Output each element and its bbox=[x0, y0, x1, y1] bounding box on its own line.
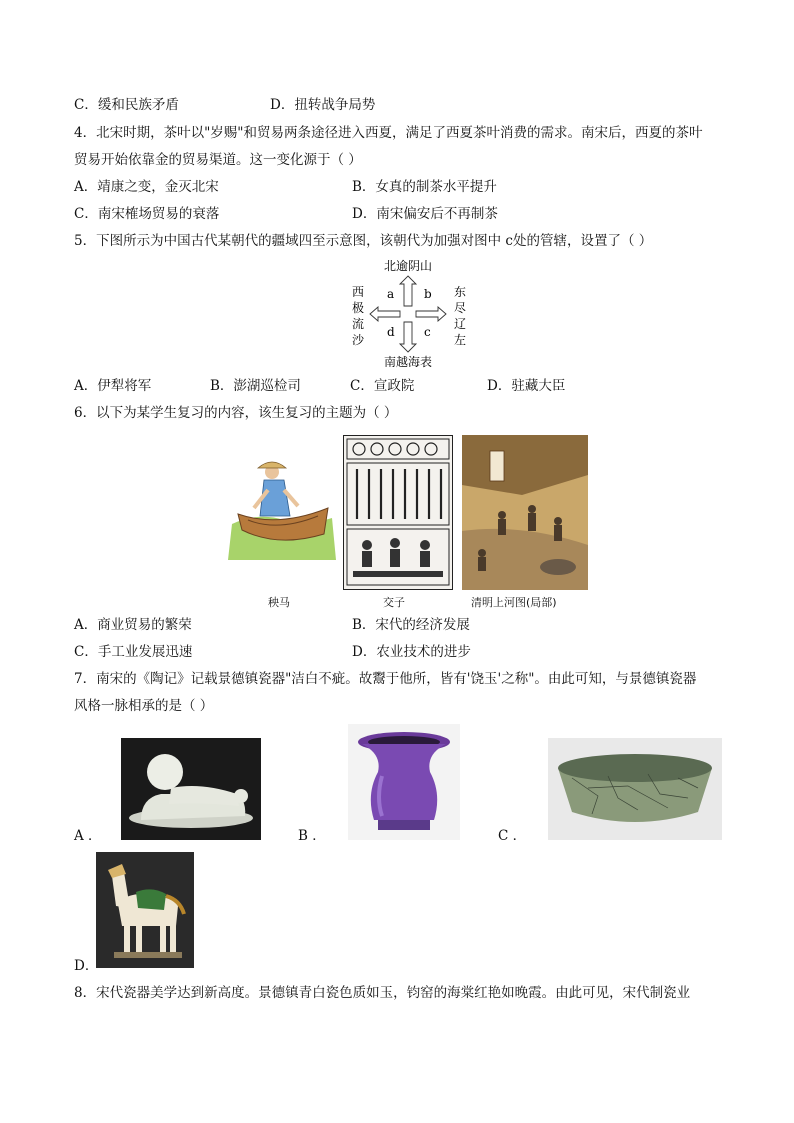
caption-qingming: 清明上河图(局部) bbox=[471, 596, 557, 609]
map-west-char-3: 流 bbox=[352, 317, 365, 331]
qingming-scroll-image bbox=[462, 435, 588, 590]
map-east-char-2: 尽 bbox=[454, 301, 467, 315]
q6-stem-line1: 6．以下为某学生复习的内容，该生复习的主题为（ ） bbox=[74, 405, 398, 421]
map-west-char-1: 西 bbox=[352, 285, 365, 299]
yangma-image bbox=[228, 450, 338, 560]
map-east-char-1: 东 bbox=[454, 285, 467, 299]
q7-option-a-label: A ． bbox=[74, 828, 102, 844]
q5-option-b: B．澎湖巡检司 bbox=[210, 378, 301, 394]
q5-stem-line1: 5．下图所示为中国古代某朝代的疆域四至示意图，该朝代为加强对图中 c处的管辖，设置了（ ） bbox=[74, 233, 653, 249]
q4-stem-line1: 4．北宋时期，茶叶以"岁赐"和贸易两条途径进入西夏，满足了西夏茶叶消费的需求。南宋后，西夏的茶叶 bbox=[74, 125, 703, 141]
q3-option-c: C．缓和民族矛盾 bbox=[74, 97, 179, 113]
map-north-label: 北逾阴山 bbox=[384, 259, 433, 273]
map-east-char-4: 左 bbox=[454, 333, 467, 347]
q6-option-b: B．宋代的经济发展 bbox=[352, 617, 470, 633]
q6-option-c: C．手工业发展迅速 bbox=[74, 644, 193, 660]
map-west-char-2: 极 bbox=[352, 301, 365, 315]
q7-stem-line1: 7．南宋的《陶记》记载景德镇瓷器"洁白不疵。故鬻于他所，皆有'饶玉'之称"。由此可知，与景德镇瓷器 bbox=[74, 671, 697, 687]
option-b-jun-ware-jar-image bbox=[348, 724, 460, 840]
q4-option-a: A．靖康之变，金灭北宋 bbox=[74, 179, 219, 195]
arrow-north-icon bbox=[400, 276, 416, 306]
q4-stem-line2: 贸易开始依靠金的贸易渠道。这一变化源于（ ） bbox=[74, 152, 362, 168]
arrow-west-icon bbox=[370, 307, 400, 321]
caption-jiaozi: 交子 bbox=[383, 596, 405, 609]
q6-option-d: D．农业技术的进步 bbox=[352, 644, 471, 660]
map-label-c: c bbox=[424, 325, 431, 339]
option-a-porcelain-pillow-image bbox=[121, 738, 261, 840]
q6-option-a: A．商业贸易的繁荣 bbox=[74, 617, 192, 633]
q4-option-d: D．南宋偏安后不再制茶 bbox=[352, 206, 498, 222]
q7-stem-line2: 风格一脉相承的是（ ） bbox=[74, 698, 214, 714]
q7-option-c-label: C ． bbox=[498, 828, 527, 844]
arrow-south-icon bbox=[400, 322, 416, 352]
arrow-east-icon bbox=[416, 307, 446, 321]
q8-stem-line1: 8．宋代瓷器美学达到新高度。景德镇青白瓷色质如玉，钧窑的海棠红艳如晚霞。由此可见，宋代制瓷业 bbox=[74, 985, 691, 1001]
map-west-char-4: 沙 bbox=[352, 333, 365, 347]
map-east-char-3: 辽 bbox=[454, 317, 467, 331]
map-label-a: a bbox=[387, 287, 395, 301]
map-label-d: d bbox=[387, 325, 395, 339]
option-c-crackle-bowl-image bbox=[548, 738, 722, 840]
q4-option-c: C．南宋榷场贸易的衰落 bbox=[74, 206, 220, 222]
option-d-tricolor-horse-image bbox=[96, 852, 194, 968]
q4-option-b: B．女真的制茶水平提升 bbox=[352, 179, 497, 195]
territory-diagram bbox=[340, 254, 470, 372]
q3-option-d: D．扭转战争局势 bbox=[270, 97, 376, 113]
jiaozi-image bbox=[343, 435, 453, 590]
q7-option-d-label: D． bbox=[74, 958, 99, 974]
q5-option-c: C．宣政院 bbox=[350, 378, 415, 394]
map-label-b: b bbox=[424, 287, 432, 301]
q5-option-d: D．驻藏大臣 bbox=[487, 378, 566, 394]
q7-option-b-label: B ． bbox=[298, 828, 326, 844]
q5-option-a: A．伊犁将军 bbox=[74, 378, 152, 394]
caption-yangma: 秧马 bbox=[268, 596, 290, 609]
map-south-label: 南越海表 bbox=[384, 355, 433, 369]
